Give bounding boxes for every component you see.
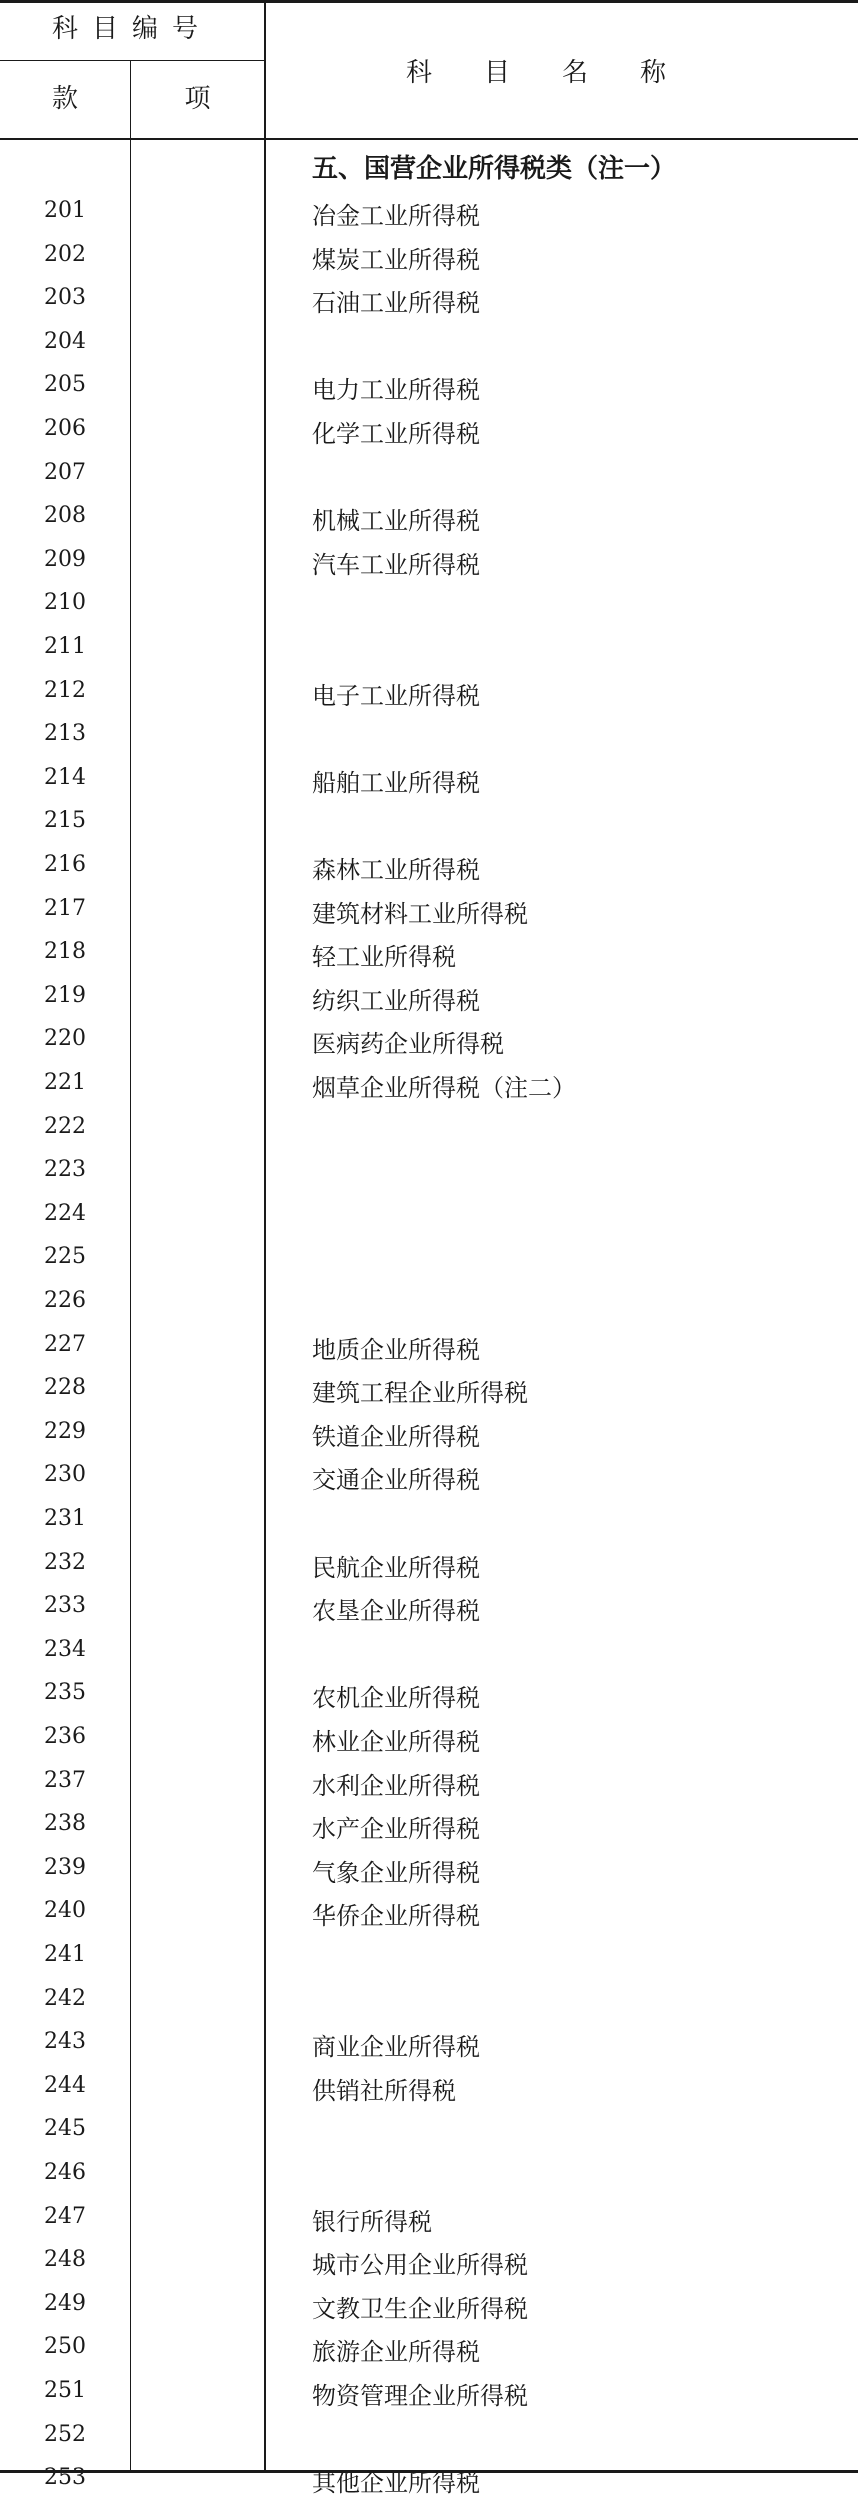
table-row (0, 1104, 858, 1148)
row-code: 232 (44, 1549, 86, 1575)
table-row (0, 2412, 858, 2456)
row-name: 气象企业所得税 (312, 1858, 480, 1887)
row-code: 216 (44, 852, 86, 877)
row-code: 225 (44, 1244, 86, 1270)
table-row (0, 798, 858, 842)
table-row (0, 1888, 858, 1932)
row-code: 226 (44, 1288, 86, 1313)
row-name: 物资管理企业所得税 (312, 2382, 528, 2410)
table-row (0, 711, 858, 755)
row-code: 236 (44, 1724, 86, 1749)
table-row (0, 188, 858, 232)
row-code: 250 (44, 2334, 86, 2360)
row-name: 水产企业所得税 (312, 1815, 480, 1844)
row-code: 235 (44, 1680, 86, 1706)
row-code: 248 (44, 2247, 86, 2273)
row-name: 化学工业所得税 (312, 420, 480, 448)
row-code: 234 (44, 1636, 86, 1662)
row-name: 医病药企业所得税 (312, 1030, 504, 1059)
table-row (0, 493, 858, 537)
row-code: 237 (44, 1767, 86, 1793)
row-name: 银行所得税 (312, 2207, 432, 2236)
row-code: 203 (44, 285, 86, 311)
row-code: 213 (44, 721, 86, 747)
row-code: 211 (44, 634, 86, 659)
row-code: 218 (44, 939, 86, 965)
table-row (0, 580, 858, 624)
row-name: 船舶工业所得税 (312, 768, 480, 797)
row-name: 文教卫生企业所得税 (312, 2294, 528, 2323)
table-row (0, 1540, 858, 1584)
header-top-rule (0, 0, 858, 3)
row-code: 224 (44, 1200, 86, 1226)
table-row (0, 1496, 858, 1540)
row-name: 森林工业所得税 (312, 856, 480, 884)
row-code: 233 (44, 1593, 86, 1619)
table-row (0, 1670, 858, 1714)
table-row (0, 2194, 858, 2238)
row-code: 244 (44, 2072, 86, 2098)
row-code: 220 (44, 1026, 86, 1052)
table-row (0, 2106, 858, 2150)
table-row (0, 1801, 858, 1845)
row-name: 商业企业所得税 (312, 2033, 480, 2062)
table-row (0, 1234, 858, 1278)
row-code: 215 (44, 808, 86, 834)
row-name: 铁道企业所得税 (312, 1422, 480, 1451)
table-row (0, 275, 858, 319)
table-row (0, 2324, 858, 2368)
table-row (0, 2281, 858, 2325)
table-row (0, 1409, 858, 1453)
row-code: 228 (44, 1375, 86, 1401)
table-row (0, 755, 858, 799)
table-row (0, 537, 858, 581)
row-code: 243 (44, 2029, 86, 2055)
row-name: 建筑材料工业所得税 (312, 899, 528, 928)
row-code: 208 (44, 503, 86, 529)
table-row (0, 1322, 858, 1366)
row-code: 231 (44, 1506, 86, 1531)
row-name: 冶金工业所得税 (312, 202, 480, 230)
table-row (0, 362, 858, 406)
table-row (0, 1365, 858, 1409)
row-code: 212 (44, 677, 86, 703)
table-row (0, 1714, 858, 1758)
table-row (0, 1627, 858, 1671)
table-row (0, 929, 858, 973)
table-row (0, 1278, 858, 1322)
table-row (0, 2063, 858, 2107)
row-name: 石油工业所得税 (312, 289, 480, 318)
row-name: 电力工业所得税 (312, 376, 480, 405)
row-name: 民航企业所得税 (312, 1553, 480, 1582)
row-code: 229 (44, 1418, 86, 1444)
row-code: 214 (44, 764, 86, 790)
table-row (0, 886, 858, 930)
row-code: 205 (44, 372, 86, 398)
table-row (0, 1932, 858, 1976)
row-code: 240 (44, 1898, 86, 1924)
table-row (0, 668, 858, 712)
row-name: 轻工业所得税 (312, 943, 456, 972)
table-row (0, 1452, 858, 1496)
row-name: 机械工业所得税 (312, 507, 480, 536)
header-subject-name: 科目名称 (405, 58, 718, 88)
row-code: 251 (44, 2378, 86, 2403)
table-row (0, 842, 858, 886)
row-code: 245 (44, 2116, 86, 2142)
table-row (0, 450, 858, 494)
row-code: 246 (44, 2160, 86, 2185)
row-code: 201 (44, 198, 86, 223)
row-code: 252 (44, 2421, 86, 2447)
row-name: 旅游企业所得税 (312, 2338, 480, 2367)
row-name: 供销社所得税 (312, 2076, 456, 2105)
table-row (0, 1060, 858, 1104)
row-name: 华侨企业所得税 (312, 1902, 480, 1931)
row-code: 241 (44, 1942, 86, 1967)
row-name: 地质企业所得税 (312, 1335, 480, 1364)
table-row (0, 1016, 858, 1060)
table-row (0, 1845, 858, 1889)
row-code: 238 (44, 1811, 86, 1837)
row-code: 249 (44, 2290, 86, 2316)
row-name: 建筑工程企业所得税 (312, 1379, 528, 1408)
row-code: 230 (44, 1462, 86, 1488)
row-code: 206 (44, 416, 86, 441)
table-row (0, 2368, 858, 2412)
row-name: 煤炭工业所得税 (312, 245, 480, 274)
table-row (0, 1758, 858, 1802)
row-code: 210 (44, 590, 86, 616)
header-xiang: 项 (184, 84, 211, 114)
table-row (0, 2150, 858, 2194)
row-name: 农机企业所得税 (312, 1684, 480, 1713)
header-kuan: 款 (51, 84, 78, 114)
row-code: 217 (44, 895, 86, 921)
table-row (0, 406, 858, 450)
row-code: 227 (44, 1331, 86, 1357)
row-name: 电子工业所得税 (312, 681, 480, 710)
row-name: 城市公用企业所得税 (312, 2251, 528, 2280)
row-name: 纺织工业所得税 (312, 986, 480, 1015)
row-name: 农垦企业所得税 (312, 1597, 480, 1626)
row-code: 247 (44, 2203, 86, 2229)
table-row (0, 1147, 858, 1191)
row-code: 204 (44, 328, 86, 354)
row-code: 219 (44, 982, 86, 1008)
row-code: 209 (44, 546, 86, 572)
row-name: 烟草企业所得税（注二） (312, 1074, 576, 1102)
row-code: 202 (44, 241, 86, 267)
table-row (0, 319, 858, 363)
row-code: 207 (44, 459, 86, 485)
table-row (0, 2237, 858, 2281)
row-code: 222 (44, 1113, 86, 1139)
row-code: 221 (44, 1070, 86, 1095)
row-code: 223 (44, 1157, 86, 1183)
table-row (0, 232, 858, 276)
table-row (0, 1583, 858, 1627)
row-code: 242 (44, 1985, 86, 2011)
row-name: 交通企业所得税 (312, 1466, 480, 1495)
table-row (0, 1976, 858, 2020)
section-title: 五、国营企业所得税类（注一） (312, 154, 677, 184)
table-row (0, 973, 858, 1017)
row-name: 其他企业所得税 (312, 2469, 480, 2498)
table-row (0, 1191, 858, 1235)
row-code: 253 (44, 2465, 86, 2491)
row-name: 林业企业所得税 (312, 1728, 480, 1756)
header-code-group: 科目编号 (51, 14, 212, 44)
table-row (0, 624, 858, 668)
header-mid-rule (0, 60, 264, 61)
row-code: 239 (44, 1854, 86, 1880)
row-name: 水利企业所得税 (312, 1771, 480, 1800)
row-name: 汽车工业所得税 (312, 550, 480, 579)
table-row (0, 2455, 858, 2499)
header-bottom-rule (0, 138, 858, 140)
table-row (0, 2019, 858, 2063)
